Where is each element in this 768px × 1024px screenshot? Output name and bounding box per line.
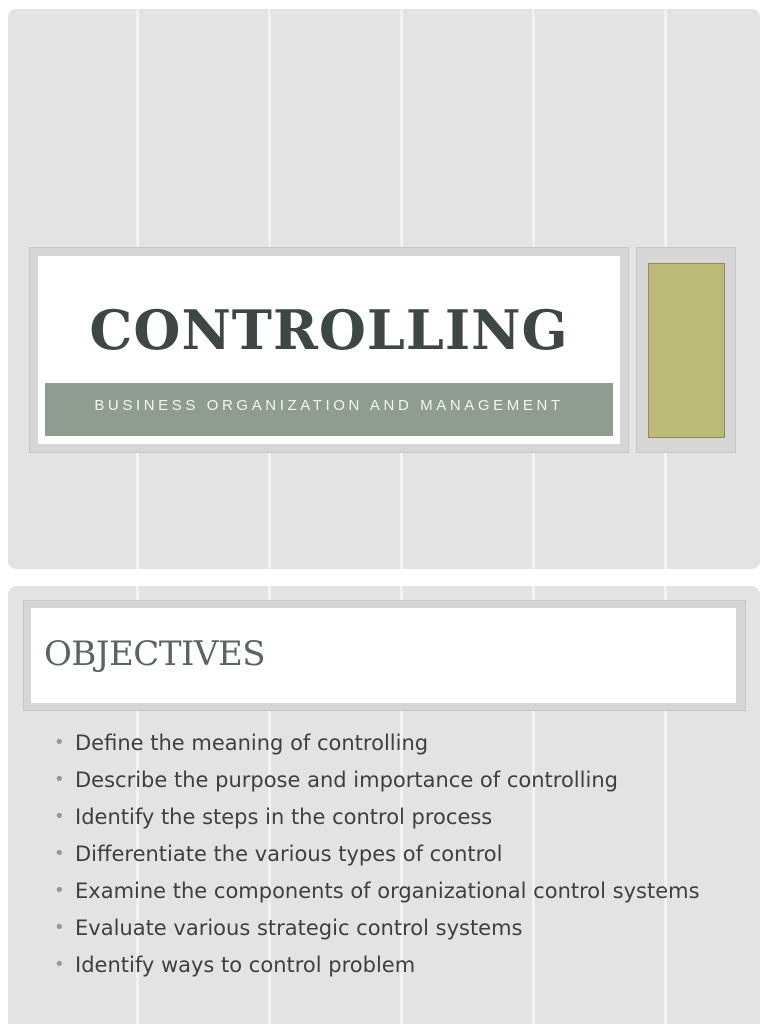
subtitle-bar — [45, 383, 613, 436]
list-item-text: Examine the components of organizational control systems — [75, 879, 700, 903]
bullet-icon: • — [54, 806, 65, 827]
bullet-icon: • — [54, 954, 65, 975]
list-item — [54, 913, 744, 943]
slide-subtitle: BUSINESS ORGANIZATION AND MANAGEMENT — [94, 397, 564, 414]
bullet-icon: • — [54, 917, 65, 938]
list-item — [54, 839, 744, 869]
heading-frame — [23, 600, 746, 711]
heading-panel — [31, 608, 736, 703]
bullet-icon: • — [54, 843, 65, 864]
bullet-icon: • — [54, 769, 65, 790]
list-item-text: Evaluate various strategic control systems — [75, 916, 523, 940]
list-item — [54, 728, 744, 758]
bullet-icon: • — [54, 880, 65, 901]
list-item-text: Identify the steps in the control process — [75, 805, 493, 829]
list-item-text: Define the meaning of controlling — [75, 731, 429, 755]
list-item — [54, 765, 744, 795]
accent-block — [648, 263, 725, 438]
list-item — [54, 876, 744, 906]
title-frame — [29, 247, 629, 453]
objectives-slide — [8, 586, 760, 1024]
slide-heading: OBJECTIVES — [44, 634, 266, 674]
accent-frame — [636, 247, 736, 453]
list-item-text: Differentiate the various types of control — [75, 842, 503, 866]
title-panel — [38, 256, 620, 444]
bullet-icon: • — [54, 732, 65, 753]
list-item-text: Describe the purpose and importance of controlling — [75, 768, 618, 792]
slide-title: CONTROLLING — [89, 298, 569, 362]
objectives-list — [54, 728, 744, 987]
list-item-text: Identify ways to control problem — [75, 953, 416, 977]
list-item — [54, 802, 744, 832]
list-item — [54, 950, 744, 980]
title-slide — [8, 9, 760, 569]
